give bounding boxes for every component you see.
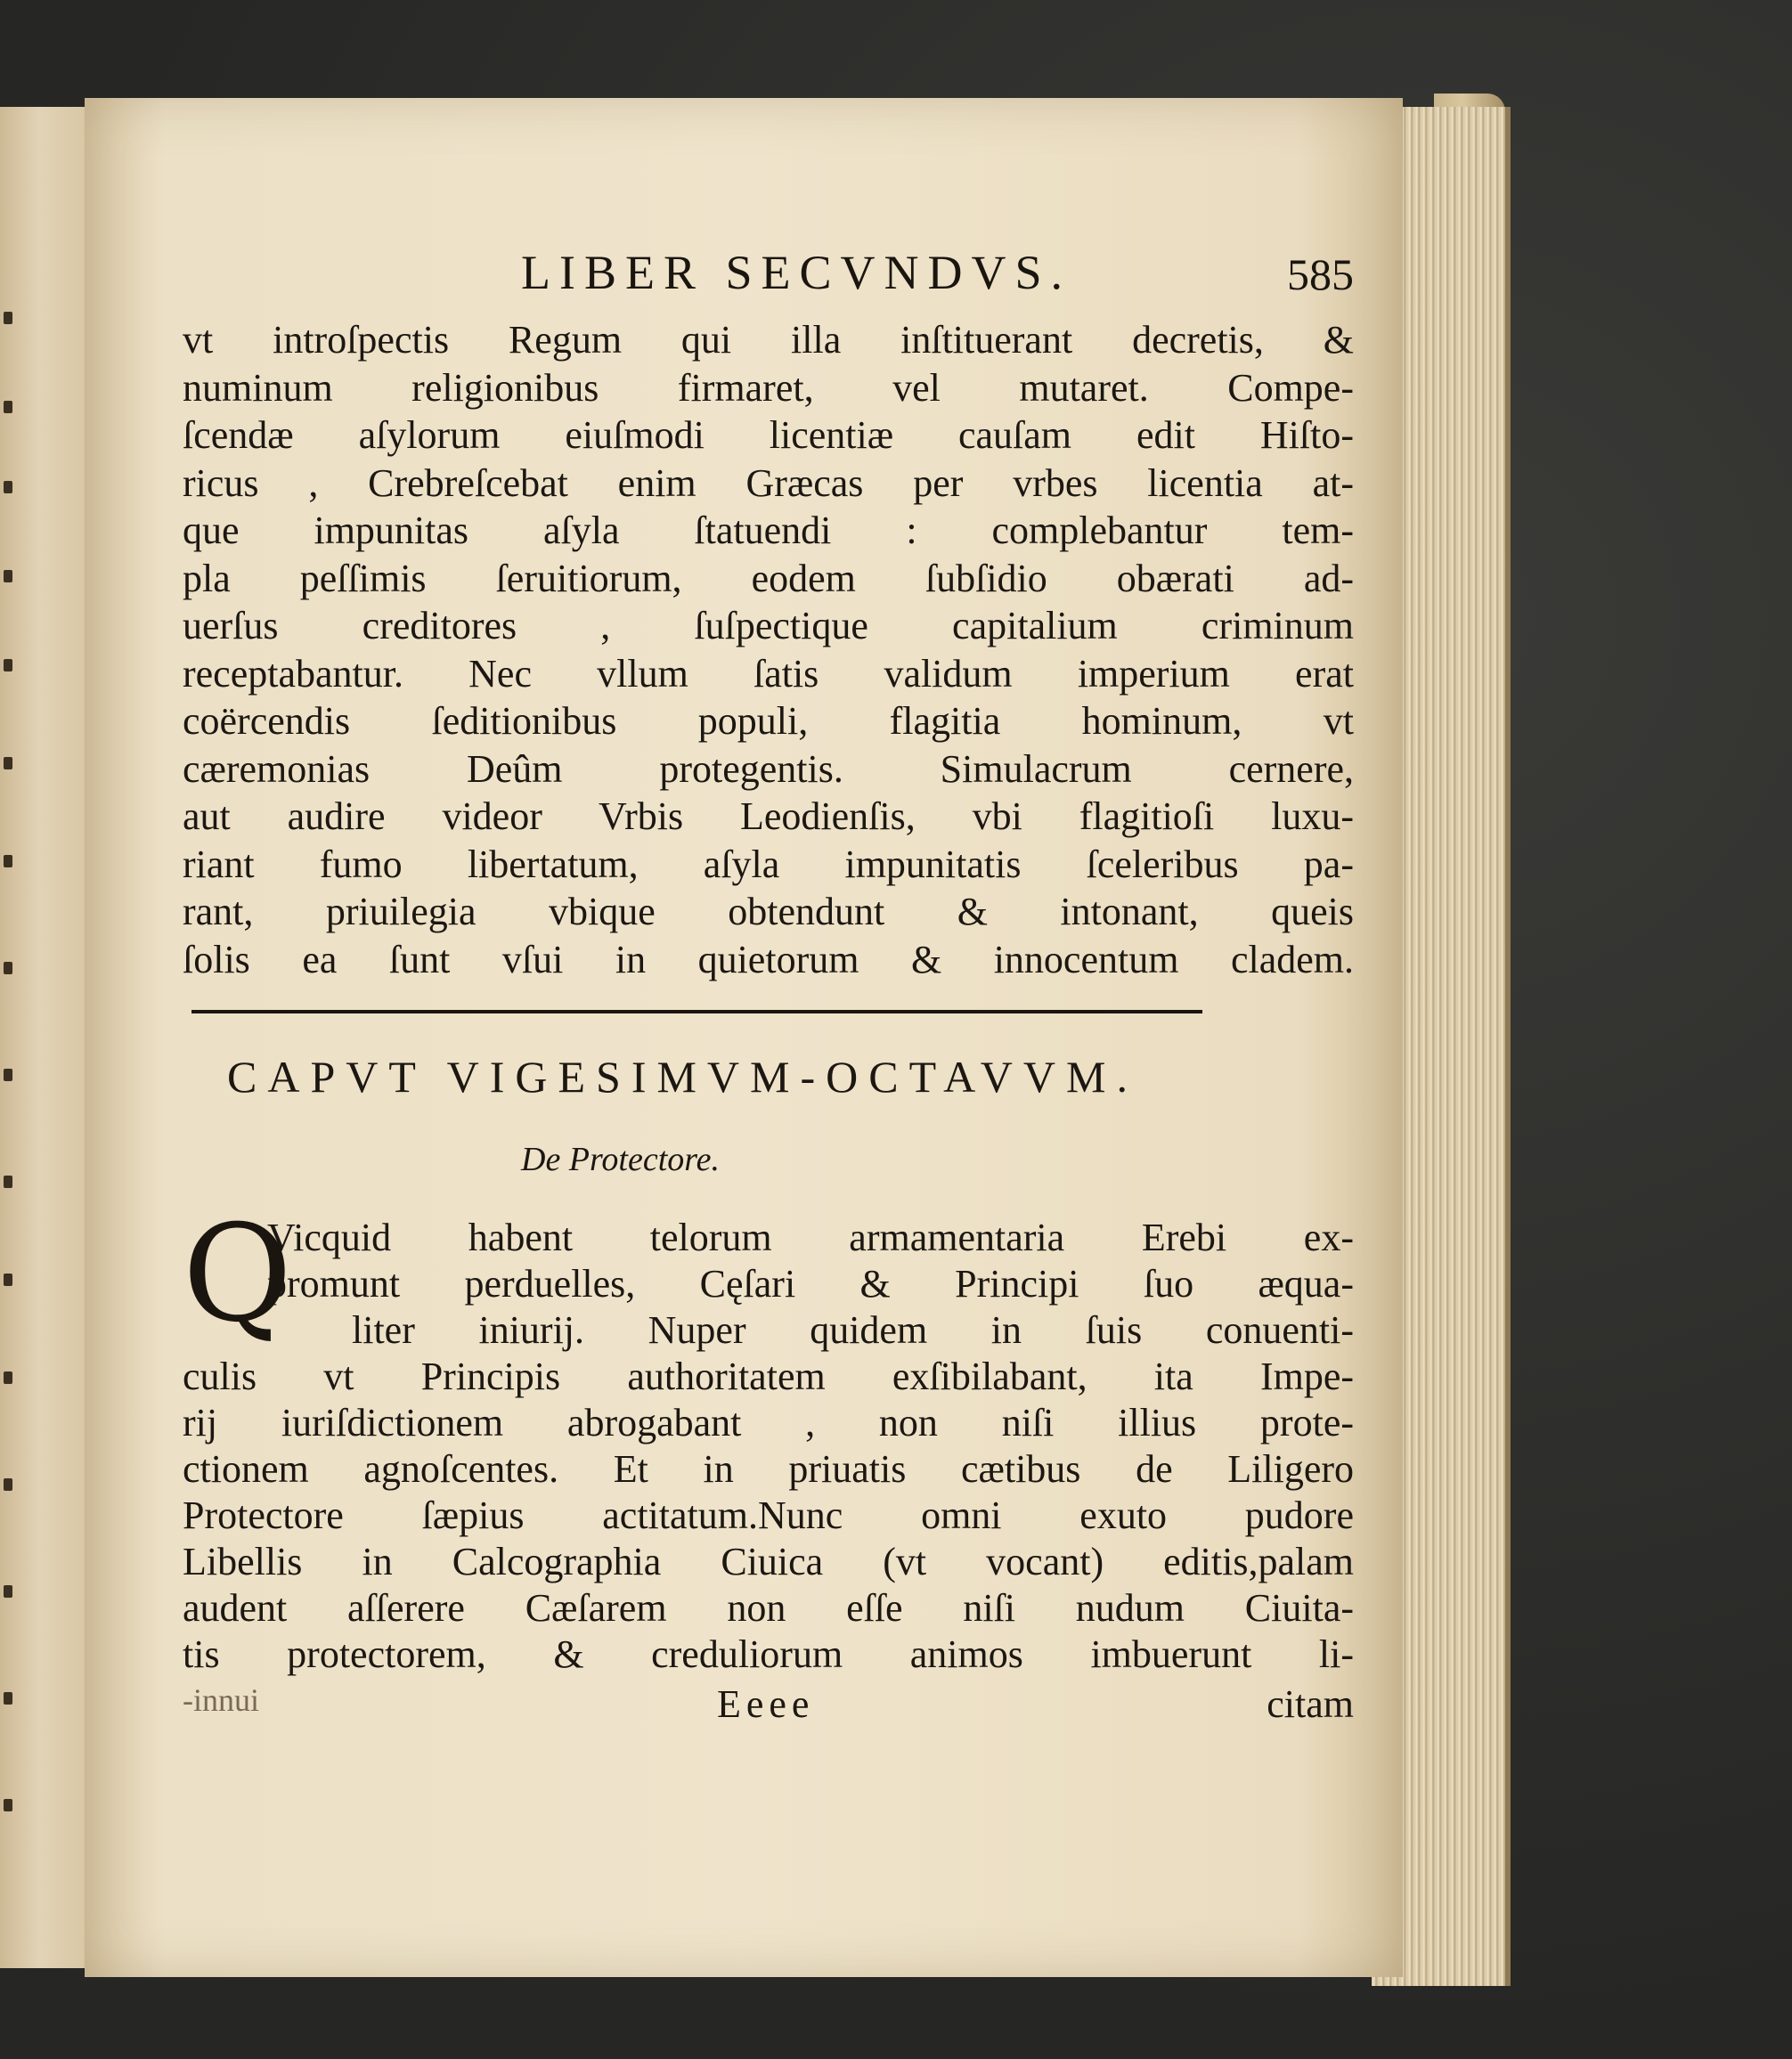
text-line: liter iniurij. Nuper quidem in ſuis conuenti- bbox=[352, 1308, 1354, 1352]
chapter-title: CAPVT VIGESIMVM-OCTAVVM. bbox=[227, 1052, 1138, 1102]
drop-cap: Q bbox=[183, 1197, 292, 1352]
text-line: riant fumo libertatum, aſyla impunitatis ſceleribus pa- bbox=[183, 842, 1354, 886]
text-line: ricus , Crebreſcebat enim Græcas per vrbes licentia at- bbox=[183, 460, 1354, 505]
signature-mark: Eeee bbox=[717, 1682, 815, 1726]
running-title: LIBER SECVNDVS. bbox=[521, 246, 1072, 299]
text-line: rant, priuilegia vbique obtendunt & intonant, queis bbox=[183, 890, 1354, 933]
left-page-text-fragment bbox=[4, 570, 12, 582]
text-line: coërcendis ſeditionibus populi, flagitia hominum, vt bbox=[183, 699, 1354, 743]
text-line: Libellis in Calcographia Ciuica (vt vocant) editis,palam bbox=[183, 1540, 1354, 1583]
text-line: culis vt Principis authoritatem exſibilabant, ita Impe- bbox=[183, 1355, 1354, 1398]
text-line: Vicquid habent telorum armamentaria Erebi ex- bbox=[267, 1216, 1354, 1259]
left-page-text-fragment bbox=[4, 312, 12, 324]
text-line: vt introſpectis Regum qui illa inſtituerant decretis, & bbox=[183, 318, 1354, 362]
text-line: aut audire videor Vrbis Leodienſis, vbi flagitioſi luxu- bbox=[183, 794, 1354, 838]
left-page-text-fragment bbox=[4, 962, 12, 974]
catchword: citam bbox=[1267, 1682, 1354, 1726]
text-line: tis protectorem, & creduliorum animos imbuerunt li- bbox=[183, 1632, 1354, 1676]
left-page-text-fragment bbox=[4, 1371, 12, 1384]
left-page-text-fragment bbox=[4, 401, 12, 413]
left-page-text-fragment bbox=[4, 1478, 12, 1491]
paragraph-1 bbox=[183, 316, 1354, 983]
left-page-text-fragment bbox=[4, 1585, 12, 1598]
page-number: 585 bbox=[1287, 249, 1354, 299]
chapter-divider-rule bbox=[191, 1010, 1202, 1013]
left-page-text-fragment bbox=[4, 757, 12, 769]
paragraph-2 bbox=[183, 1197, 1354, 1678]
text-line: ctionem agnoſcentes. Et in priuatis cætibus de Liligero bbox=[183, 1447, 1354, 1491]
text-line: que impunitas aſyla ſtatuendi : complebantur tem- bbox=[183, 509, 1354, 552]
text-line: rij iuriſdictionem abrogabant , non niſi illius prote- bbox=[183, 1401, 1354, 1445]
text-line: cæremonias Deûm protegentis. Simulacrum cernere, bbox=[183, 746, 1354, 791]
bleed-through-text: -innui bbox=[183, 1682, 259, 1718]
text-line: ſcendæ aſylorum eiuſmodi licentiæ cauſam edit Hiſto- bbox=[183, 413, 1354, 457]
page-footer bbox=[183, 1681, 1354, 1735]
text-line: Protectore ſæpius actitatum.Nunc omni exuto pudore bbox=[183, 1493, 1354, 1537]
text-line: audent aſſerere Cæſarem non eſſe niſi nudum Ciuita- bbox=[183, 1586, 1354, 1630]
text-line: pla peſſimis ſeruitiorum, eodem ſubſidio obærati ad- bbox=[183, 556, 1354, 600]
left-page-text-fragment bbox=[4, 481, 12, 493]
text-line: uerſus creditores , ſuſpectique capitalium criminum bbox=[183, 604, 1354, 647]
left-page-text-fragment bbox=[4, 1692, 12, 1705]
book-page bbox=[85, 98, 1403, 1977]
page-content bbox=[183, 245, 1354, 1735]
left-page-text-fragment bbox=[4, 1069, 12, 1081]
text-line: ſolis ea ſunt vſui in quietorum & innocentum cladem. bbox=[183, 937, 1354, 981]
left-page-text-fragment bbox=[4, 1176, 12, 1188]
text-line: promunt perduelles, Cęſari & Principi ſuo æqua- bbox=[267, 1262, 1354, 1306]
text-line: receptabantur. Nec vllum ſatis validum imperium erat bbox=[183, 651, 1354, 696]
text-line: numinum religionibus firmaret, vel mutaret. Compe- bbox=[183, 365, 1354, 410]
left-page-text-fragment bbox=[4, 855, 12, 867]
running-head bbox=[183, 245, 1354, 316]
left-page-text-fragment bbox=[4, 1274, 12, 1286]
left-page-text-fragment bbox=[4, 1799, 12, 1811]
chapter-subtitle: De Protectore. bbox=[521, 1141, 720, 1178]
left-page-text-fragment bbox=[4, 659, 12, 671]
